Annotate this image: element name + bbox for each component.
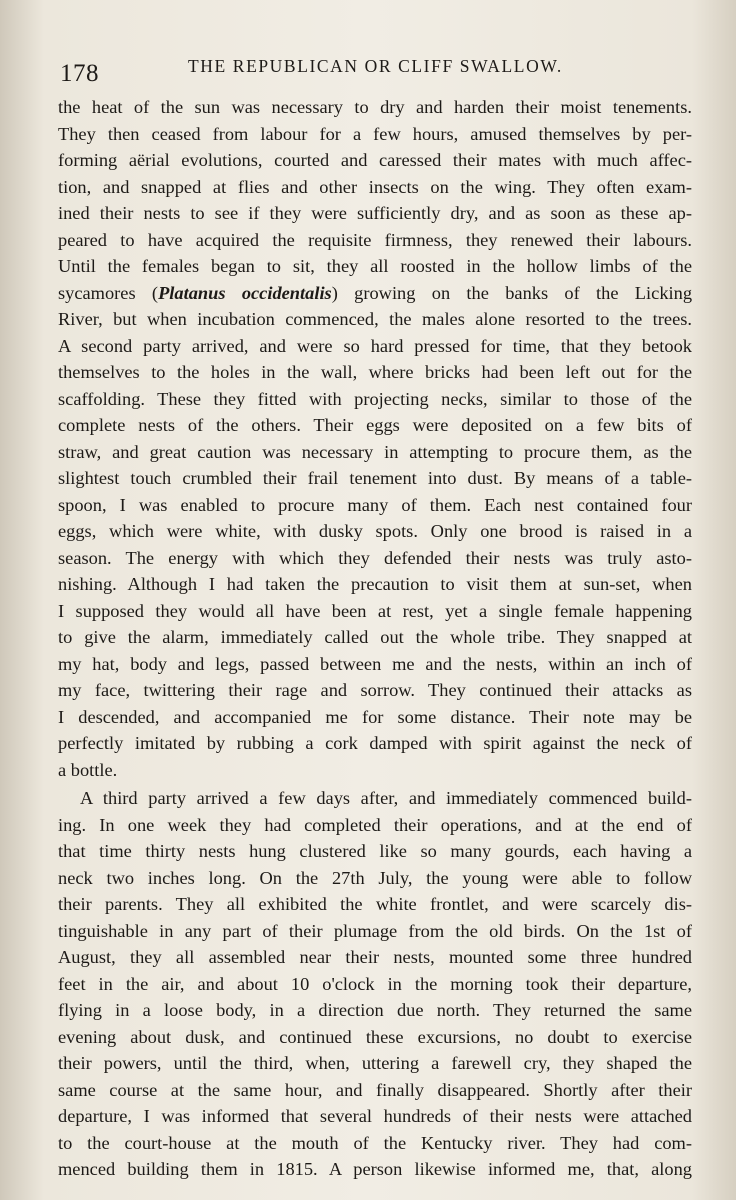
text-line: ing. In one week they had completed their operations, and at the end of xyxy=(58,814,692,835)
text-line: feet in the air, and about 10 o'clock in the morning took their departure, xyxy=(58,973,692,994)
text-line: nishing. Although I had taken the precaution to visit them at sun-set, when xyxy=(58,574,692,594)
text-line: straw, and great caution was necessary in attempting to procure them, as the xyxy=(58,441,692,462)
text-line: neck two inches long. On the 27th July, the young were able to follow xyxy=(58,867,692,888)
text-line: ined their nests to see if they were sufficiently dry, and as soon as these ap- xyxy=(58,203,692,223)
text-line: to give the alarm, immediately called out the whole tribe. They snapped at xyxy=(58,627,692,647)
text-line: I descended, and accompanied me for some distance. Their note may be xyxy=(58,706,692,727)
text-line: my hat, body and legs, passed between me and the nests, within an inch of xyxy=(58,653,692,674)
text-line: menced building them in 1815. A person likewise informed me, that, along xyxy=(58,1159,692,1179)
text-line: to the court-house at the mouth of the Kentucky river. They had com- xyxy=(58,1132,692,1153)
text-fragment: sycamores ( xyxy=(58,282,159,303)
text-line: flying in a loose body, in a direction due north. They returned the same xyxy=(58,1000,692,1020)
text-line-with-latin-name xyxy=(58,280,692,307)
page-header xyxy=(58,52,692,92)
text-line: Until the females began to sit, they all roosted in the hollow limbs of the xyxy=(58,256,692,276)
text-line: tinguishable in any part of their plumage from the old birds. On the 1st of xyxy=(58,920,692,941)
body-text xyxy=(58,94,692,1183)
text-line: that time thirty nests hung clustered like so many gourds, each having a xyxy=(58,841,692,861)
text-fragment: ) growing on the banks of the Licking xyxy=(331,282,692,303)
paragraph-1 xyxy=(58,94,692,783)
latin-species-name: Platanus occidentalis xyxy=(158,282,332,303)
text-line: perfectly imitated by rubbing a cork damped with spirit against the neck of xyxy=(58,733,692,753)
text-line: I supposed they would all have been at rest, yet a single female happening xyxy=(58,600,692,621)
text-line: August, they all assembled near their nests, mounted some three hundred xyxy=(58,947,692,967)
text-line: season. The energy with which they defended their nests was truly asto- xyxy=(58,547,692,568)
text-line: same course at the same hour, and finally disappeared. Shortly after their xyxy=(58,1079,692,1100)
text-line: spoon, I was enabled to procure many of them. Each nest contained four xyxy=(58,494,692,515)
text-line: They then ceased from labour for a few hours, amused themselves by per- xyxy=(58,123,692,144)
page-number: 178 xyxy=(60,60,99,87)
text-line: complete nests of the others. Their eggs were deposited on a few bits of xyxy=(58,415,692,435)
text-line: the heat of the sun was necessary to dry and harden their moist tenements. xyxy=(58,97,692,117)
text-line: themselves to the holes in the wall, where bricks had been left out for the xyxy=(58,362,692,382)
text-line: forming aërial evolutions, courted and caressed their mates with much affec- xyxy=(58,150,692,170)
text-line: their powers, until the third, when, uttering a farewell cry, they shaped the xyxy=(58,1053,692,1073)
text-line: slightest touch crumbled their frail tenement into dust. By means of a table- xyxy=(58,468,692,488)
text-line: evening about dusk, and continued these excursions, no doubt to exercise xyxy=(58,1026,692,1047)
text-line: scaffolding. These they fitted with projecting necks, similar to those of the xyxy=(58,388,692,409)
text-line: tion, and snapped at flies and other insects on the wing. They often exam- xyxy=(58,176,692,197)
text-line: A second party arrived, and were so hard pressed for time, that they betook xyxy=(58,335,692,356)
running-title: THE REPUBLICAN OR CLIFF SWALLOW. xyxy=(188,56,563,76)
text-line: their parents. They all exhibited the white frontlet, and were scarcely dis- xyxy=(58,894,692,914)
text-line: departure, I was informed that several hundreds of their nests were attached xyxy=(58,1106,692,1126)
text-line: peared to have acquired the requisite firmness, they renewed their labours. xyxy=(58,229,692,250)
text-line: a bottle. xyxy=(58,759,118,780)
text-line: eggs, which were white, with dusky spots. Only one brood is raised in a xyxy=(58,521,692,541)
paragraph-2 xyxy=(58,785,692,1183)
text-line: my face, twittering their rage and sorrow. They continued their attacks as xyxy=(58,680,692,700)
text-line: A third party arrived a few days after, and immediately commenced build- xyxy=(80,788,692,808)
text-line: River, but when incubation commenced, the males alone resorted to the trees. xyxy=(58,309,692,329)
